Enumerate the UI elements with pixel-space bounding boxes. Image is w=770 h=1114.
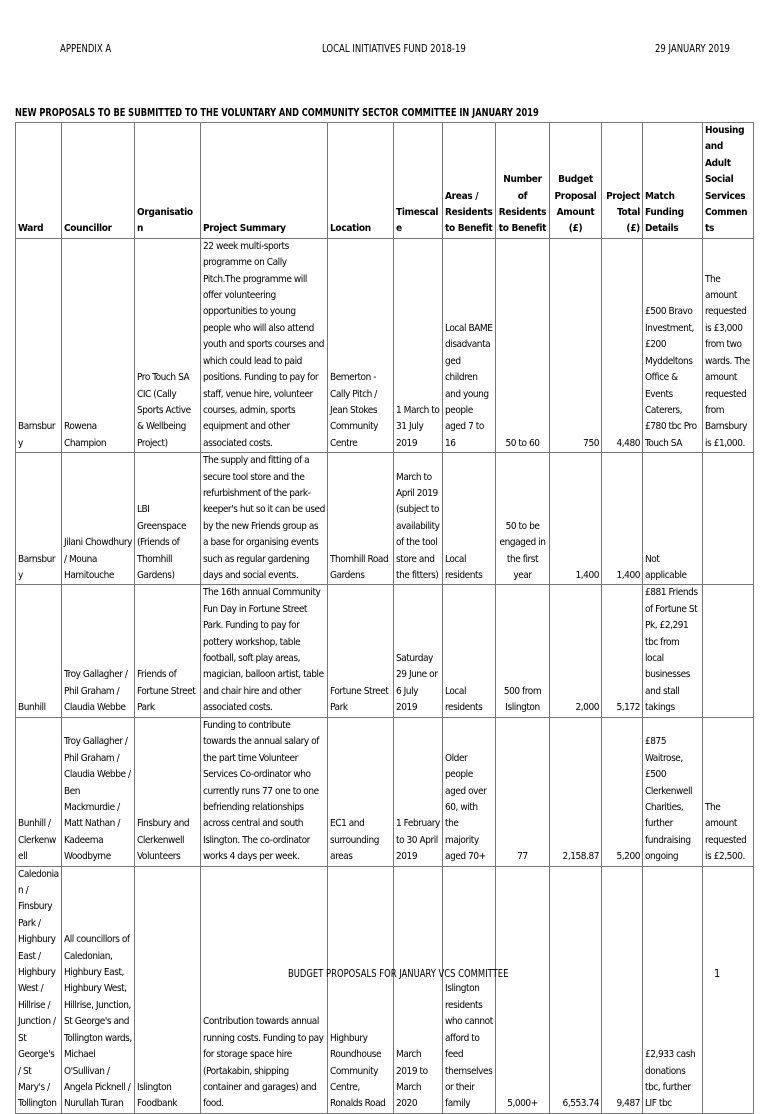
appendix-label: APPENDIX A: [60, 42, 112, 55]
cell-timescale: March to April 2019 (subject to availability of the tool store and the fitters): [396, 471, 440, 581]
cell-number: 50 to 60: [505, 437, 540, 449]
cell-location: Bemerton - Cally Pitch / Jean Stokes Community Centre: [330, 372, 379, 449]
cell-timescale: March 2019 to March 2020: [396, 1049, 428, 1110]
col-header-match-funding: Match Funding Details: [643, 123, 703, 239]
cell-project-total: 5,200: [616, 851, 640, 863]
cell-project-summary: Contribution towards annual running costs. Funding to pay for storage space hire (Portakabin, shipping container and garages) and food.: [203, 1016, 324, 1110]
cell-ward: Barnsbury: [18, 553, 56, 581]
cell-areas: Local residents: [445, 685, 483, 714]
col-header-organisation: Organisation: [135, 123, 201, 239]
cell-councillor: Jilani Chowdhury / Mouna Hamitouche: [64, 537, 133, 581]
cell-budget: 2,000: [575, 702, 599, 714]
col-header-timescale: Timescale: [394, 123, 443, 239]
col-header-councillor: Councillor: [62, 123, 135, 239]
cell-match-funding: Not applicable: [645, 553, 687, 581]
cell-match-funding: £881 Friends of Fortune St Pk, £2,291 tbc from local businesses and stall takings: [645, 587, 698, 714]
col-header-budget: Budget Proposal Amount (£): [550, 123, 602, 239]
cell-areas: Older people aged over 60, with the majority aged 70+: [445, 752, 487, 863]
table-row: [16, 866, 754, 1113]
cell-project-summary: Funding to contribute towards the annual salary of the part time Volunteer Services Co-ordinator who currently runs 77 one to one befriending relationships across central and south Islington. The co-ordinator works 4 days per week.: [203, 719, 319, 863]
cell-timescale: Saturday 29 June or 6 July 2019: [396, 653, 438, 714]
cell-project-total: 4,480: [616, 437, 640, 449]
col-header-number: Number of Residents to Benefit: [496, 123, 550, 239]
table-row: [16, 585, 754, 717]
col-header-project-summary: Project Summary: [201, 123, 328, 239]
table-row: [16, 717, 754, 866]
cell-project-total: 1,400: [616, 569, 640, 581]
page-number: 1: [714, 967, 721, 980]
cell-housing: The amount requested is £3,000 from two wards. The amount requested from Barnsbury is £1,000.: [705, 273, 750, 449]
cell-areas: Local residents: [445, 553, 483, 581]
cell-housing: The amount requested is £2,500.: [705, 802, 747, 863]
cell-areas: Local BAME disadvantaged children and young people aged 7 to 16: [445, 322, 493, 449]
cell-councillor: All councillors of Caledonian, Highbury East, Highbury West, Hillrise, Junction, St George's and Tollington wards, Michael O'Sullivan / Angela Picknell / Nurullah Turan: [64, 934, 132, 1110]
cell-match-funding: £875 Waitrose, £500 Clerkenwell Charities, further fundraising ongoing: [645, 736, 693, 863]
cell-location: EC1 and surrounding areas: [330, 818, 379, 863]
cell-project-summary: The supply and fitting of a secure tool store and the refurbishment of the park-keeper's hut so it can be used by the new Friends group as a base for organising events such as regular gardening days and social events.: [203, 455, 325, 581]
table-header-row: [16, 123, 754, 239]
page-title: NEW PROPOSALS TO BE SUBMITTED TO THE VOLUNTARY AND COMMUNITY SECTOR COMMITTEE IN JANUARY 2019: [15, 106, 539, 119]
cell-project-summary: The 16th annual Community Fun Day in Fortune Street Park. Funding to pay for pottery workshop, table football, soft play areas, magician, balloon artist, table and chair hire and other associated costs.: [203, 587, 324, 714]
cell-councillor: Troy Gallagher / Phil Graham / Claudia Webbe: [64, 669, 128, 714]
table-row: [16, 453, 754, 585]
cell-ward: Bunhill / Clerkenwell: [18, 818, 56, 863]
cell-budget: 750: [583, 437, 599, 449]
cell-organisation: Pro Touch SA CIC (Cally Sports Active & Wellbeing Project): [137, 372, 191, 449]
cell-organisation: LBI Greenspace (Friends of Thornhill Gardens): [137, 504, 187, 581]
cell-match-funding: £500 Bravo Investment, £200 Myddeltons Office & Events Caterers, £780 tbc Pro Touch SA: [645, 306, 697, 449]
col-header-location: Location: [328, 123, 394, 239]
cell-budget: 6,553.74: [562, 1098, 599, 1110]
cell-ward: Caledonian / Finsbury Park / Highbury East / Highbury West / Hillrise / Junction / St George's / St Mary's / Tollington: [18, 868, 59, 1110]
cell-number: 5,000+: [507, 1098, 538, 1110]
cell-number: 77: [517, 851, 528, 863]
cell-project-total: 5,172: [616, 702, 640, 714]
cell-councillor: Troy Gallagher / Phil Graham / Claudia Webbe / Ben Mackmurdie / Matt Nathan / Kadeema Woodbyrne: [64, 736, 131, 863]
cell-budget: 2,158.87: [562, 851, 599, 863]
cell-areas: Islington residents who cannot afford to feed themselves or their family: [445, 983, 493, 1110]
cell-ward: Barnsbury: [18, 421, 56, 449]
cell-timescale: 1 February to 30 April 2019: [396, 818, 440, 863]
col-header-areas: Areas / Residents to Benefit: [443, 123, 496, 239]
cell-number: 50 to be engaged in the first year: [499, 520, 546, 581]
col-header-housing: Housing and Adult Social Services Comments: [703, 123, 754, 239]
cell-project-summary: 22 week multi-sports programme on Cally Pitch.The programme will offer volunteering opportunities to young people who will also attend youth and sports courses and which could lead to paid positions. Funding to pay for staff, venue hire, volunteer courses, admin, sports equipment and other associated costs.: [203, 240, 325, 449]
footer-caption: BUDGET PROPOSALS FOR JANUARY VCS COMMITTEE: [288, 967, 509, 980]
cell-location: Highbury Roundhouse Community Centre, Ronalds Road: [330, 1032, 386, 1110]
cell-organisation: Finsbury and Clerkenwell Volunteers: [137, 818, 190, 863]
cell-ward: Bunhill: [18, 702, 46, 714]
document-heading: LOCAL INITIATIVES FUND 2018-19: [322, 42, 466, 55]
cell-project-total: 9,487: [616, 1098, 640, 1110]
cell-match-funding: £2,933 cash donations tbc, further LIF tbc: [645, 1049, 696, 1110]
cell-timescale: 1 March to 31 July 2019: [396, 404, 440, 449]
document-date: 29 JANUARY 2019: [655, 42, 730, 55]
cell-budget: 1,400: [575, 569, 599, 581]
cell-organisation: Islington Foodbank: [137, 1081, 178, 1110]
col-header-project-total: Project Total (£): [602, 123, 643, 239]
table-row: [16, 238, 754, 452]
cell-organisation: Friends of Fortune Street Park: [137, 669, 196, 714]
proposals-table: [15, 122, 754, 1114]
col-header-ward: Ward: [16, 123, 62, 239]
cell-location: Thornhill Road Gardens: [330, 553, 389, 581]
cell-location: Fortune Street Park: [330, 685, 389, 714]
cell-councillor: Rowena Champion: [64, 421, 107, 449]
cell-number: 500 from Islington: [503, 685, 542, 714]
